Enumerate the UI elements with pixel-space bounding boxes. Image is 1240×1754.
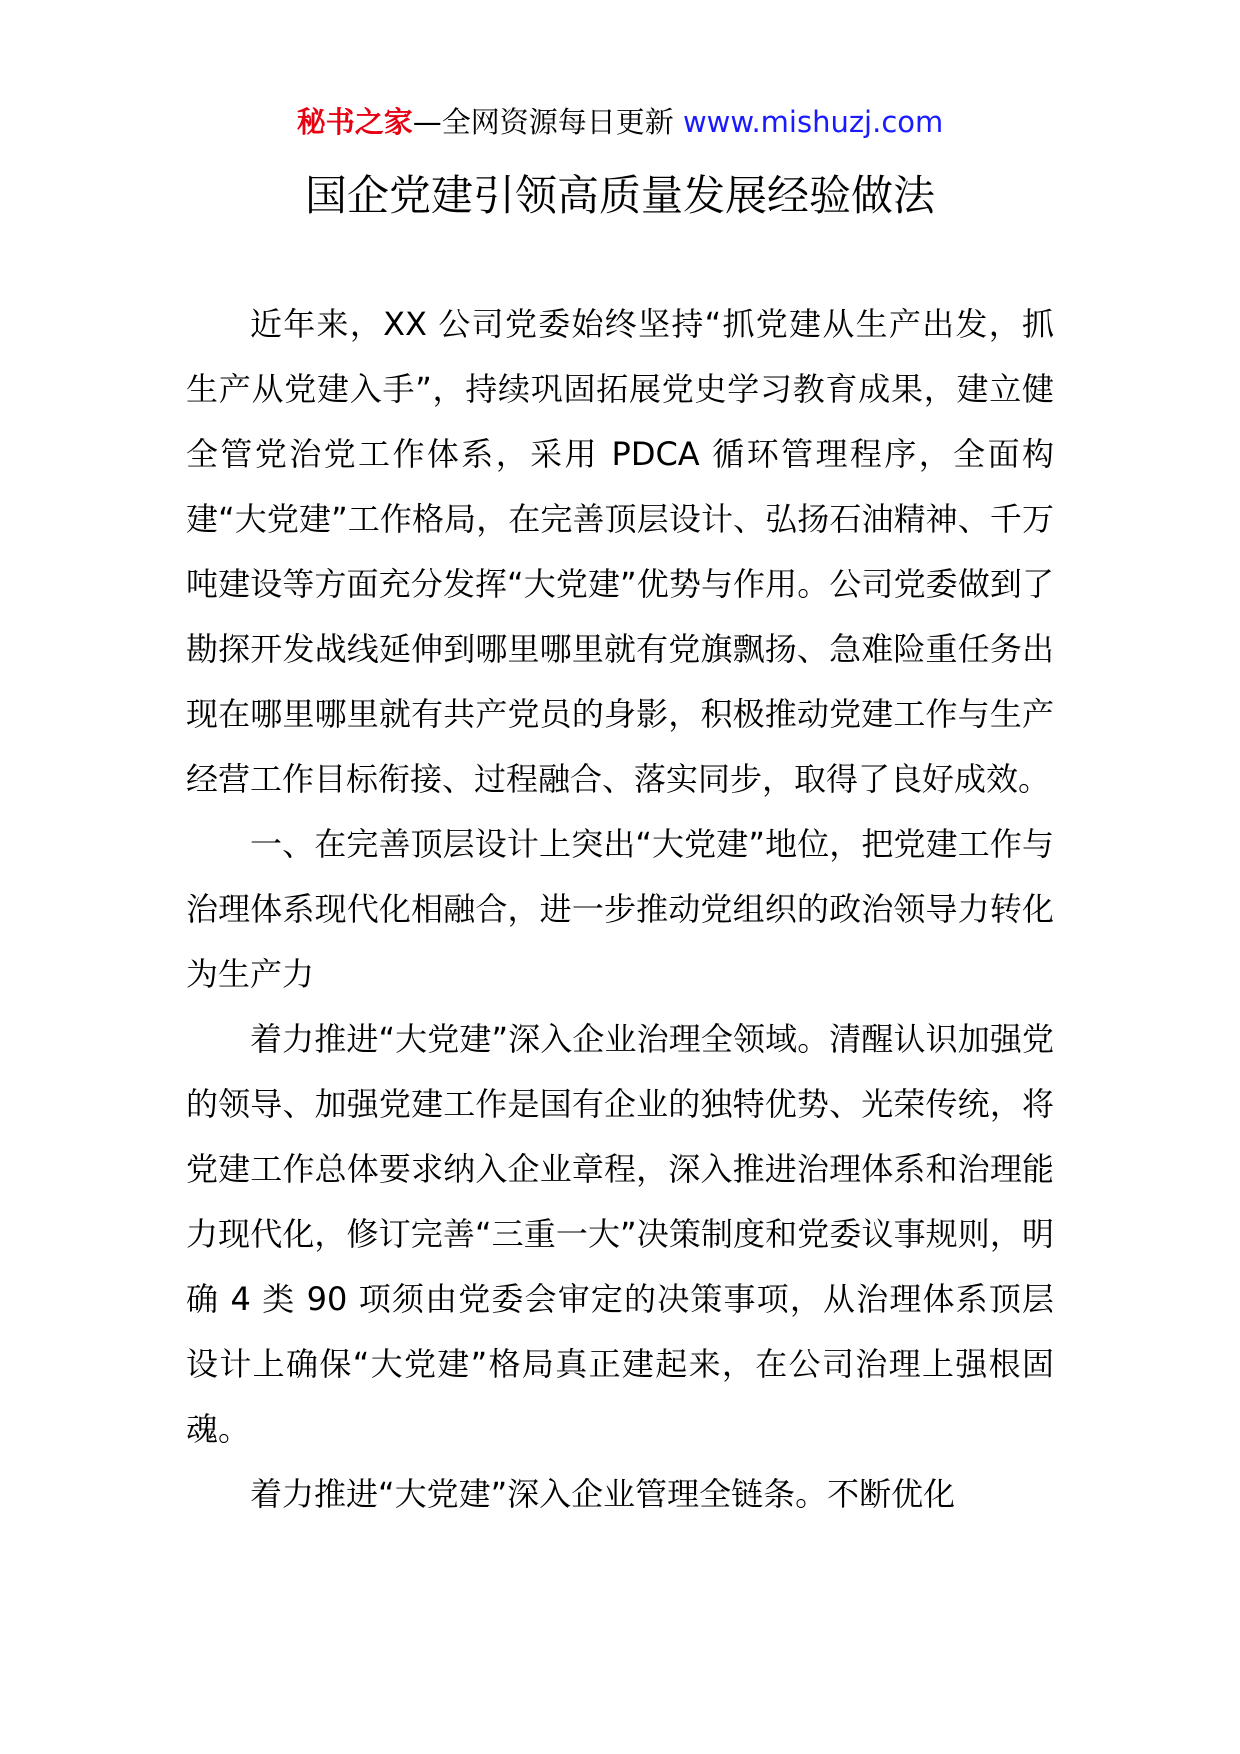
header-banner [0,102,1240,142]
paragraph-management: 着力推进“大党建”深入企业管理全链条。不断优化 [250,1475,956,1513]
header-tagline: —全网资源每日更新 [412,105,674,139]
paragraph-intro: 近年来，XX 公司党委始终坚持“抓党建从生产出发，抓生产从党建入手”，持续巩固拓展党史学习教育成果，建立健全管党治党工作体系，采用 PDCA 循环管理程序，全面构建“大党建”工作格局，在完善顶层设计、弘扬石油精神、千万吨建设等方面充分发挥“大党建”优势与作用。公司党委做到了勘探开发战线延伸到哪里哪里就有党旗飘扬、急难险重任务出现在哪里哪里就有共产党员的身影，积极推动党建工作与生产经营工作目标衔接、过程融合、落实同步，取得了良好成效。 [186,305,1054,798]
brand-name: 秘书之家 [296,105,413,139]
document-body [186,292,1054,1527]
site-url-link[interactable]: www.mishuzj.com [682,105,944,139]
paragraph-governance: 着力推进“大党建”深入企业治理全领域。清醒认识加强党的领导、加强党建工作是国有企业的独特优势、光荣传统，将党建工作总体要求纳入企业章程，深入推进治理体系和治理能力现代化，修订完善“三重一大”决策制度和党委议事规则，明确 4 类 90 项须由党委会审定的决策事项，从治理体系顶层设计上确保“大党建”格局真正建起来，在公司治理上强根固魂。 [186,1020,1054,1448]
document-title: 国企党建引领高质量发展经验做法 [304,171,935,220]
section-heading-1: 一、在完善顶层设计上突出“大党建”地位，把党建工作与治理体系现代化相融合，进一步推动党组织的政治领导力转化为生产力 [186,825,1054,993]
